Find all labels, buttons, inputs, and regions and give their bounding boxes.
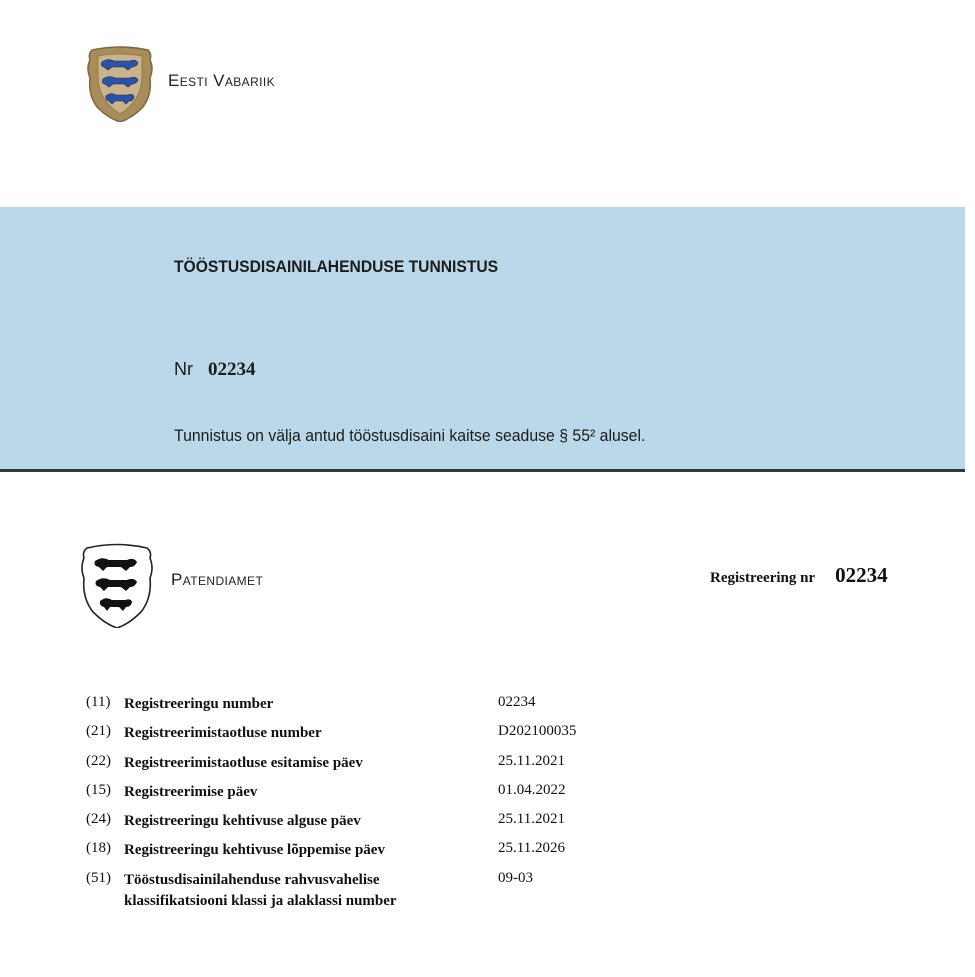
field-row: [86, 694, 886, 723]
field-label: Registreeringu kehtivuse alguse päev: [124, 813, 361, 830]
field-code: (18): [86, 840, 111, 857]
certificate-number-value: 02234: [208, 359, 256, 380]
registration-number-header: [710, 563, 888, 588]
field-value: 09-03: [498, 869, 533, 886]
field-value: 25.11.2021: [498, 811, 565, 828]
certificate-number: [174, 359, 256, 381]
country-name: Eesti Vabariik: [168, 71, 276, 90]
certificate-banner: [0, 207, 965, 472]
field-label: Registreerimistaotluse number: [124, 725, 322, 742]
field-row: [86, 723, 886, 752]
registration-number-label: Registreering nr: [710, 570, 816, 586]
bibliographic-fields: [86, 694, 886, 920]
field-label: Registreerimise päev: [124, 783, 258, 800]
field-label: Tööstusdisainilahenduse rahvusvahelise klassifikatsiooni klassi ja alaklassi number: [124, 871, 397, 909]
field-value: 01.04.2022: [498, 781, 566, 798]
field-value: D202100035: [498, 723, 577, 740]
field-code: (51): [86, 869, 111, 886]
field-value: 25.11.2026: [498, 840, 565, 857]
field-code: (15): [86, 781, 111, 798]
field-value: 25.11.2021: [498, 752, 565, 769]
field-row: [86, 840, 886, 869]
patent-office-crest-icon: [79, 542, 155, 628]
registration-number-value: 02234: [835, 563, 888, 587]
field-row: [86, 811, 886, 840]
field-label: Registreerimistaotluse esitamise päev: [124, 754, 363, 771]
field-row: [86, 782, 886, 811]
field-row: [86, 753, 886, 782]
field-row: [86, 870, 886, 920]
field-code: (24): [86, 811, 111, 828]
field-code: (22): [86, 752, 111, 769]
certificate-title: TÖÖSTUSDISAINILAHENDUSE TUNNISTUS: [174, 257, 499, 276]
certificate-legal-basis: Tunnistus on välja antud tööstusdisaini kaitse seaduse § 55² alusel.: [174, 426, 646, 445]
field-label: Registreeringu number: [124, 696, 274, 712]
estonia-coat-of-arms-icon: [86, 46, 154, 122]
field-value: 02234: [498, 694, 536, 710]
certificate-number-label: Nr: [174, 359, 193, 379]
field-code: (21): [86, 723, 111, 740]
patent-office-name: Patendiamet: [171, 570, 264, 589]
field-code: (11): [86, 694, 111, 710]
field-label: Registreeringu kehtivuse lõppemise päev: [124, 842, 385, 859]
